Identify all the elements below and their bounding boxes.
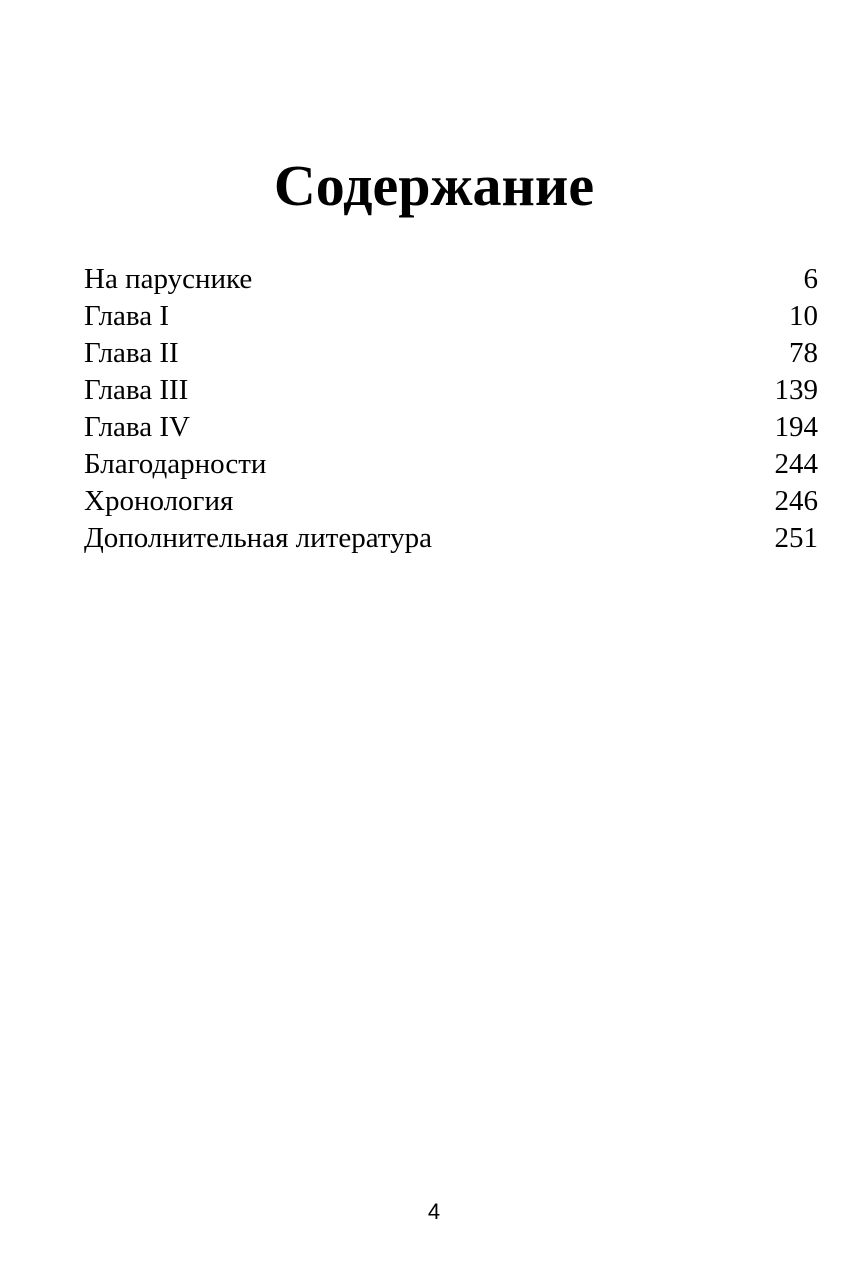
toc-entry bbox=[84, 409, 818, 446]
toc-entry bbox=[84, 298, 818, 335]
toc-entry bbox=[84, 372, 818, 409]
toc-entry bbox=[84, 335, 818, 372]
page-title: Содержание bbox=[273, 153, 595, 218]
toc-entry-page: 6 bbox=[803, 263, 818, 295]
toc-entry-label: Глава I bbox=[84, 300, 170, 332]
toc-entry bbox=[84, 446, 818, 483]
toc-entry-page: 246 bbox=[774, 485, 818, 517]
toc-entry-label: Глава IV bbox=[84, 411, 190, 443]
page-number: 4 bbox=[427, 1199, 441, 1224]
toc-entry-page: 139 bbox=[774, 374, 818, 406]
toc-entry bbox=[84, 483, 818, 520]
toc-entry-label: На паруснике bbox=[84, 263, 253, 295]
toc-entry-label: Глава II bbox=[84, 337, 179, 369]
toc-entry-page: 10 bbox=[789, 300, 818, 332]
toc-entry-label: Благодарности bbox=[84, 448, 267, 480]
toc-entry-page: 244 bbox=[774, 448, 818, 480]
toc-entry-label: Хронология bbox=[84, 485, 234, 517]
toc-entry-page: 251 bbox=[774, 522, 818, 554]
toc-entry-page: 194 bbox=[774, 411, 818, 443]
toc-entry bbox=[84, 261, 818, 298]
toc-entry-label: Глава III bbox=[84, 374, 189, 406]
toc-entry-label: Дополнительная литература bbox=[84, 522, 432, 554]
toc-entry bbox=[84, 520, 818, 557]
toc-entry-page: 78 bbox=[789, 337, 818, 369]
table-of-contents bbox=[84, 261, 818, 557]
